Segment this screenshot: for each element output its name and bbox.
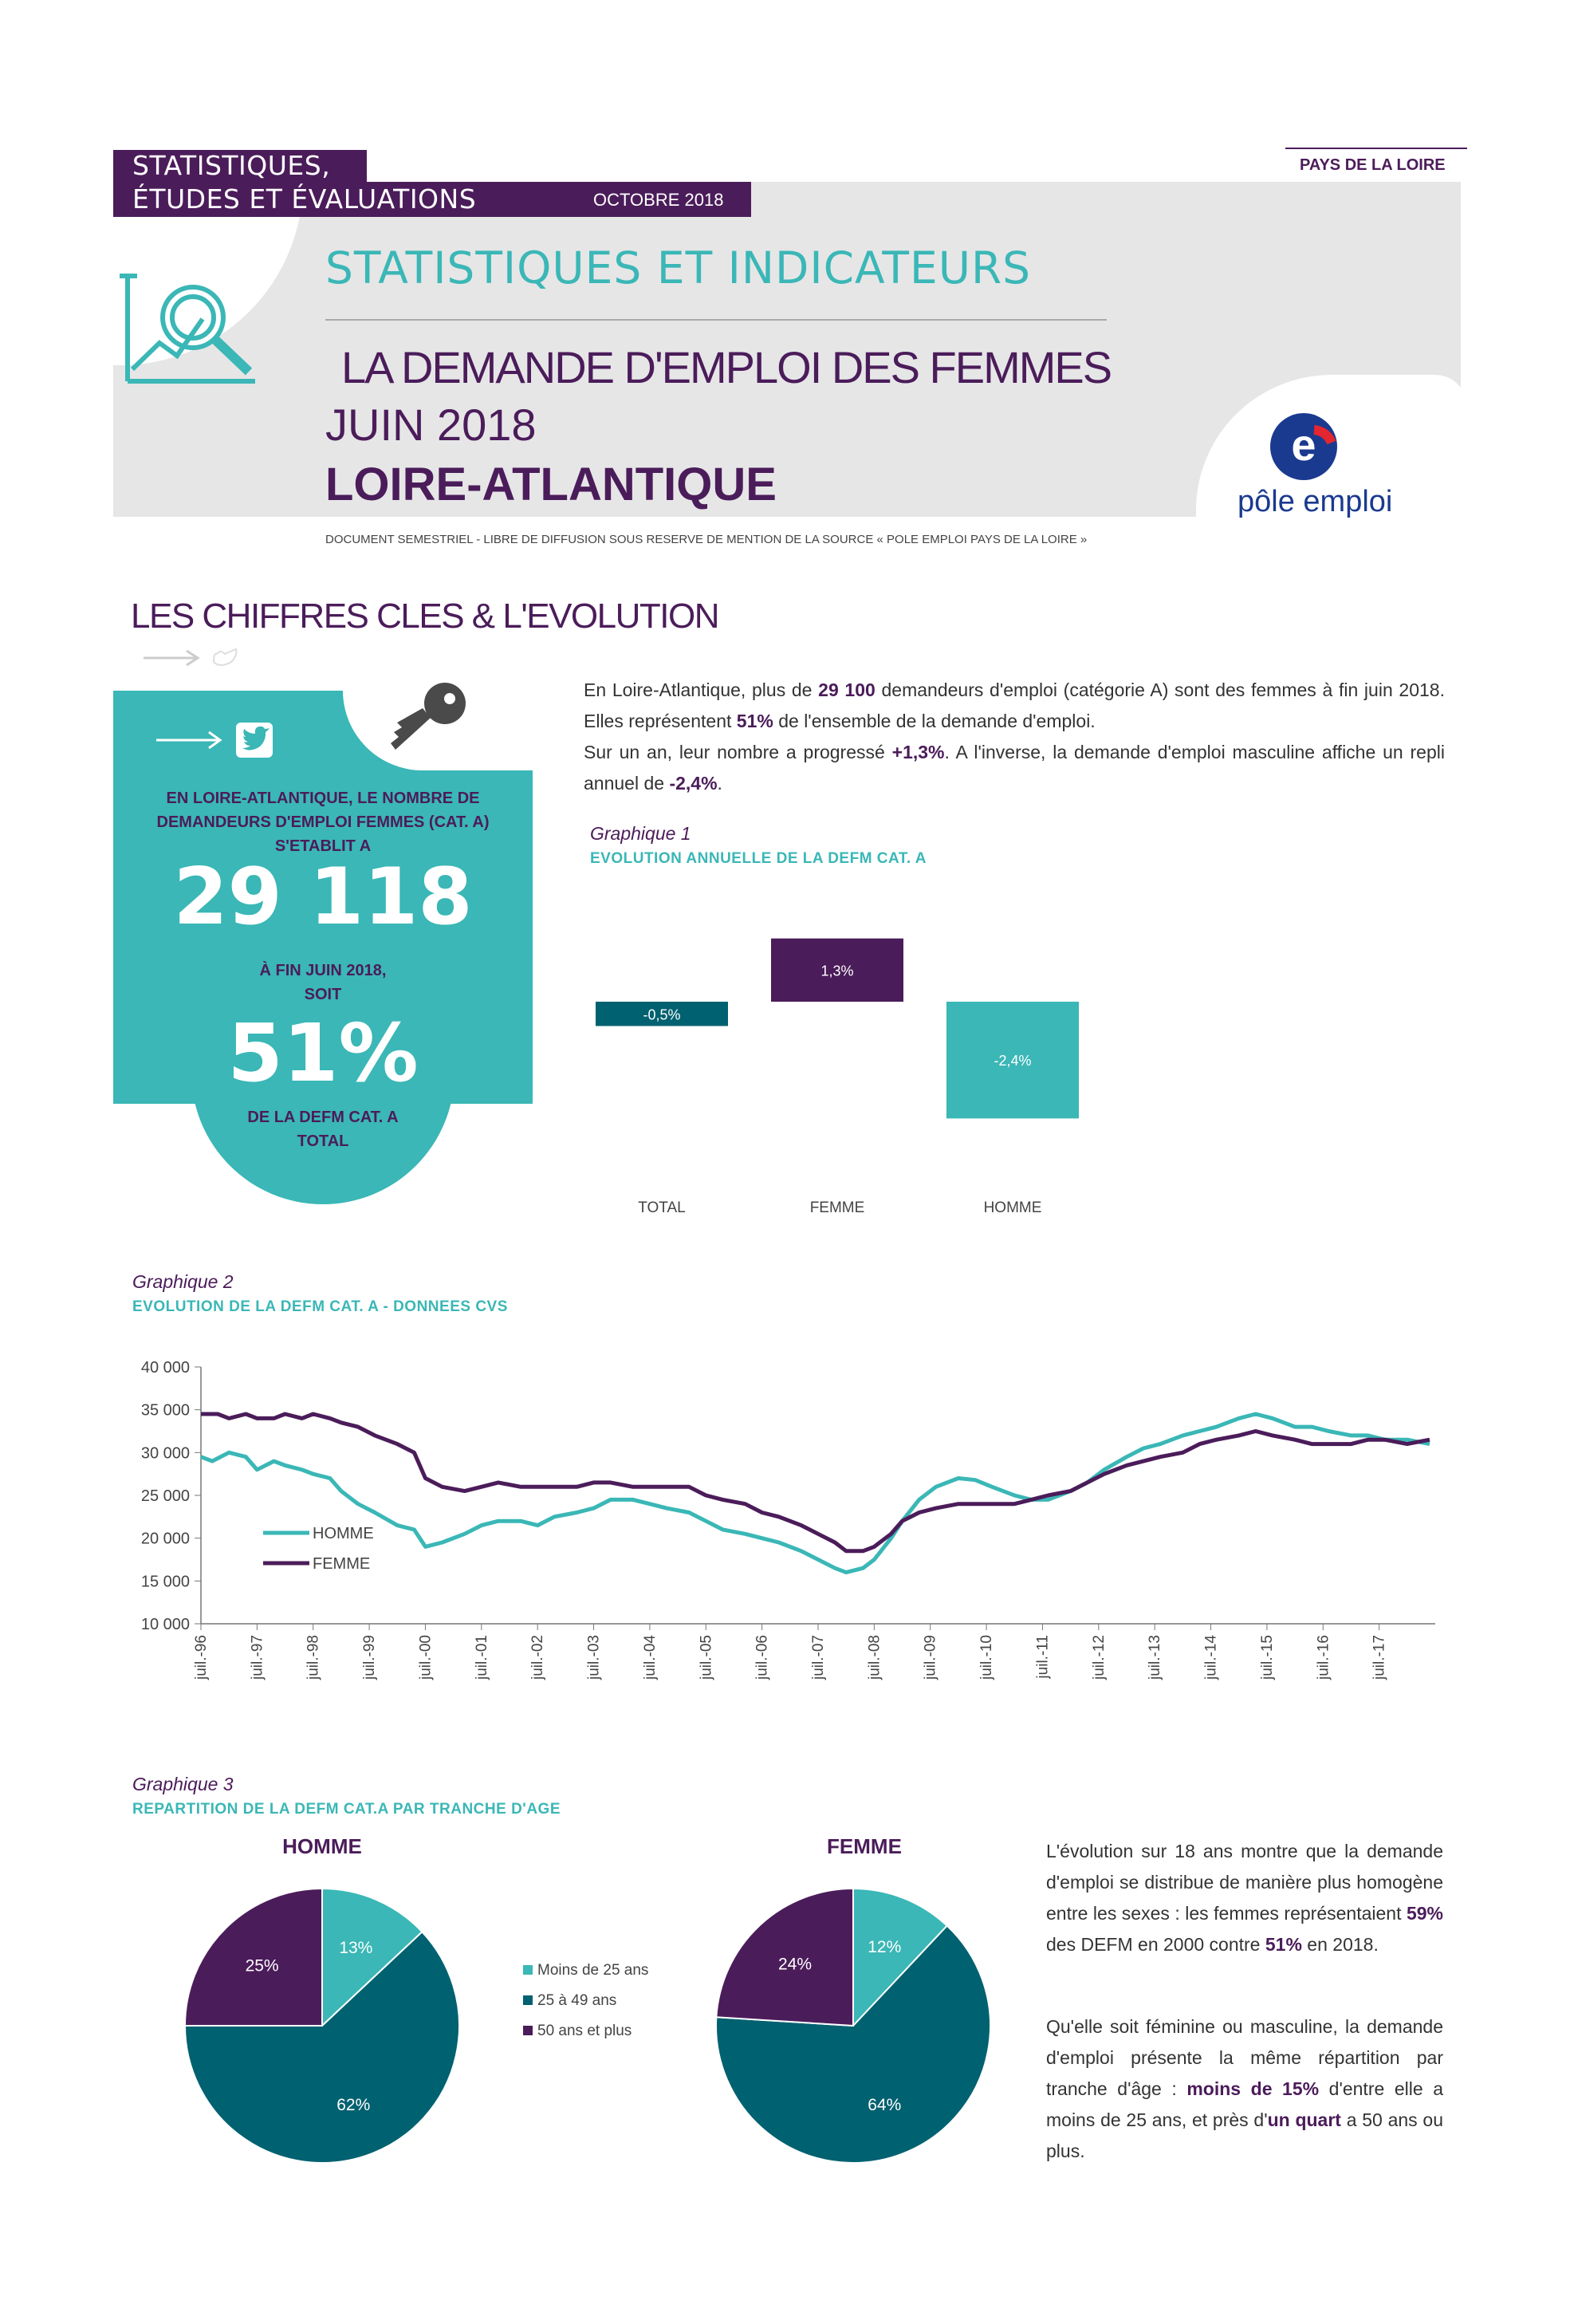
graph2-title: Graphique 2 — [132, 1271, 234, 1292]
x-tick-label: juil.-97 — [249, 1635, 266, 1680]
pie-title: HOMME — [282, 1834, 362, 1858]
legend-label: Moins de 25 ans — [537, 1962, 649, 1979]
pole-emploi-logo-text — [1238, 485, 1392, 519]
x-tick-label: TOTAL — [638, 1199, 686, 1216]
page-subtitle-date: JUIN 2018 — [325, 400, 537, 450]
slice-label: 12% — [868, 1937, 902, 1956]
x-tick-label: juil.-16 — [1315, 1635, 1332, 1680]
series-line-femme — [201, 1414, 1430, 1551]
x-tick-label: juil.-01 — [473, 1635, 490, 1680]
header-divider — [325, 319, 1107, 321]
closing-paragraph-1: L'évolution sur 18 ans montre que la demande d'emploi se distribue de manière plus homogène entre les sexes : les femmes représentaient 59% des DEFM en 2000 contre 51% en 2018. — [1046, 1841, 1443, 1955]
twitter-share-icon[interactable] — [153, 721, 289, 759]
x-tick-label: juil.-06 — [754, 1635, 771, 1680]
key-mid-text: À FIN JUIN 2018, SOIT — [259, 962, 387, 1003]
graph3-subtitle: REPARTITION DE LA DEFM CAT.A PAR TRANCHE D'AGE — [132, 1801, 561, 1818]
x-tick-label: juil.-14 — [1202, 1635, 1220, 1680]
header-date: OCTOBRE 2018 — [593, 190, 724, 210]
x-tick-label: juil.-00 — [417, 1635, 435, 1680]
key-outro: DE LA DEFM CAT. A TOTAL — [247, 1109, 399, 1150]
legend-swatch — [523, 1965, 533, 1975]
x-tick-label: juil.-07 — [810, 1635, 827, 1680]
graph2-subtitle: EVOLUTION DE LA DEFM CAT. A - DONNEES CVS — [132, 1298, 508, 1315]
key-big-number: 29 118 — [173, 852, 473, 943]
x-tick-label: juil.-08 — [866, 1635, 883, 1680]
legend-label: FEMME — [313, 1555, 371, 1573]
intro-paragraph: En Loire-Atlantique, plus de 29 100 demandeurs d'emploi (catégorie A) sont des femmes à fin juin 2018. Elles représentent 51% de l'ensemble de la demande d'emploi. Sur un an, leur nombre a progressé +1,3%. A l'inverse, la demande d'emploi masculine affiche un repli annuel de -2,4%. — [584, 679, 1445, 794]
slice-label: 24% — [777, 1955, 813, 1974]
legend-label: 25 à 49 ans — [537, 1992, 617, 2009]
header-region: PAYS DE LA LOIRE — [1300, 156, 1446, 174]
key-big-percent: 51% — [227, 1006, 419, 1100]
disclaimer: DOCUMENT SEMESTRIEL - LIBRE DE DIFFUSION SOUS RESERVE DE MENTION DE LA SOURCE « POLE EMPLOI PAYS DE LA LOIRE » — [325, 533, 1088, 546]
x-tick-label: juil.-96 — [193, 1635, 210, 1680]
key-intro: EN LOIRE-ATLANTIQUE, LE NOMBRE DE DEMANDEURS D'EMPLOI FEMMES (CAT. A) S'ETABLIT A — [156, 790, 490, 855]
x-tick-label: juil.-13 — [1147, 1635, 1164, 1680]
x-tick-label: juil.-04 — [641, 1635, 659, 1680]
faded-twitter-icon — [140, 644, 252, 672]
graph1-title: Graphique 1 — [590, 823, 691, 844]
x-tick-label: juil.-05 — [698, 1635, 715, 1680]
y-tick-label: 25 000 — [140, 1487, 190, 1505]
x-tick-label: juil.-15 — [1258, 1635, 1276, 1680]
x-tick-label: juil.-02 — [529, 1635, 547, 1680]
pole-emploi-logo-icon — [1268, 411, 1340, 483]
header-tag-line1: STATISTIQUES, — [132, 150, 331, 181]
legend-swatch — [523, 2026, 533, 2035]
y-tick-label: 20 000 — [140, 1530, 190, 1548]
legend-label: HOMME — [313, 1525, 374, 1542]
graph2-line-chart — [128, 1340, 1451, 1723]
x-tick-label: juil.-12 — [1090, 1635, 1108, 1680]
logo-text: pôle emploi — [1238, 485, 1393, 518]
slice-label: 13% — [339, 1939, 373, 1958]
slice-label: 62% — [336, 2096, 371, 2115]
x-tick-label: juil.-10 — [978, 1635, 996, 1680]
pie-title: FEMME — [827, 1834, 902, 1858]
header-tag-line2: ÉTUDES ET ÉVALUATIONS — [132, 183, 477, 215]
legend-swatch — [523, 1995, 533, 2005]
section-heading: STATISTIQUES ET INDICATEURS — [325, 242, 1032, 293]
y-tick-label: 35 000 — [140, 1401, 190, 1420]
y-tick-label: 30 000 — [140, 1444, 190, 1463]
y-tick-label: 10 000 — [140, 1616, 190, 1633]
x-tick-label: juil.-99 — [361, 1635, 379, 1680]
region-rule — [1285, 148, 1467, 149]
x-tick-label: juil.-17 — [1371, 1635, 1388, 1680]
key-icon — [383, 676, 470, 756]
magnifier-chart-icon — [120, 270, 263, 389]
graph1-bar-chart — [558, 909, 1132, 1228]
key-figures-title: LES CHIFFRES CLES & L'EVOLUTION — [131, 597, 718, 636]
graph3-pie-charts — [159, 1834, 1021, 2177]
bar-label: 1,3% — [820, 963, 854, 979]
x-tick-label: juil.-11 — [1034, 1635, 1052, 1679]
x-tick-label: HOMME — [983, 1199, 1042, 1216]
page-title: LA DEMANDE D'EMPLOI DES FEMMES — [341, 342, 1112, 392]
x-tick-label: juil.-09 — [922, 1635, 939, 1680]
slice-label: 64% — [868, 2096, 902, 2115]
y-tick-label: 15 000 — [140, 1573, 190, 1591]
bar-label: -0,5% — [643, 1006, 681, 1023]
x-tick-label: juil.-98 — [305, 1635, 322, 1680]
slice-label: 25% — [245, 1956, 279, 1975]
legend-label: 50 ans et plus — [537, 2023, 632, 2039]
x-tick-label: FEMME — [809, 1199, 865, 1216]
page-subtitle-area: LOIRE-ATLANTIQUE — [325, 459, 777, 510]
y-tick-label: 40 000 — [140, 1359, 190, 1377]
bar-label: -2,4% — [994, 1053, 1032, 1069]
svg-text:e: e — [1291, 420, 1316, 470]
graph1-subtitle: EVOLUTION ANNUELLE DE LA DEFM CAT. A — [590, 850, 927, 867]
graph3-title: Graphique 3 — [132, 1774, 234, 1794]
closing-paragraph-2: Qu'elle soit féminine ou masculine, la demande d'emploi présente la même répartition par tranche d'âge : moins de 15% d'entre elle a moins de 25 ans, et près d'un quart a 50 ans ou plus. — [1046, 2016, 1443, 2161]
x-tick-label: juil.-03 — [585, 1635, 603, 1680]
